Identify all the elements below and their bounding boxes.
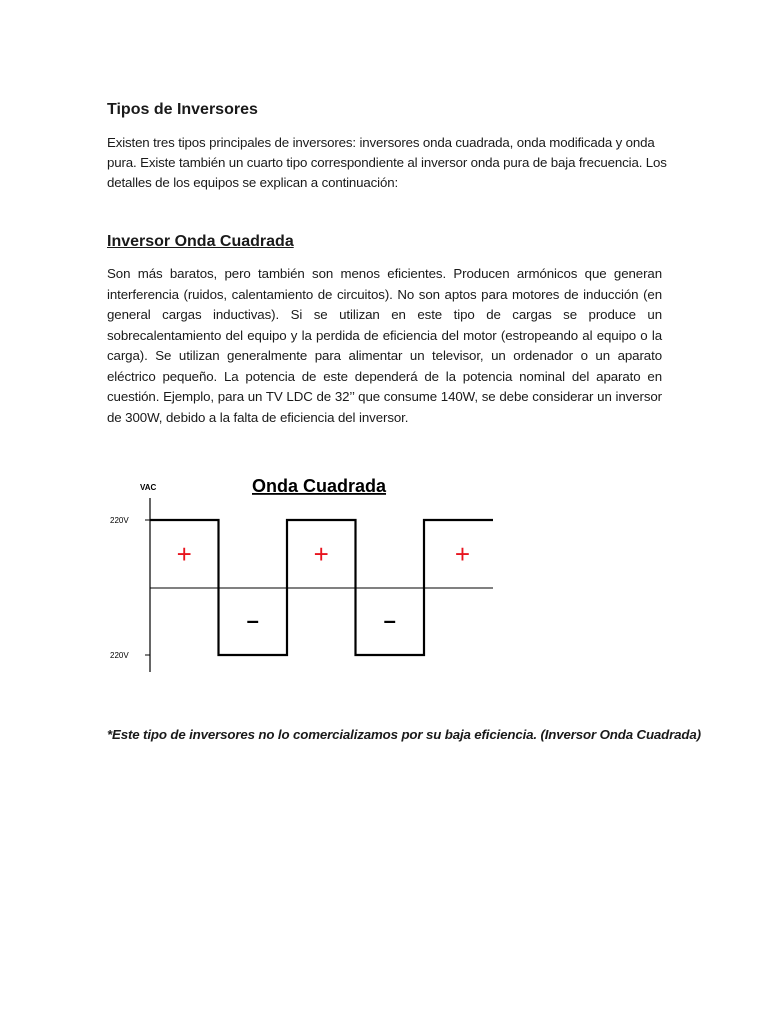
top-tick-label: 220V (110, 516, 129, 525)
body-paragraph: Son más baratos, pero también son menos eficientes. Producen armónicos que generan interferencia (ruidos, calentamiento de circuitos). No son aptos para motores de inducción (en general cargas inductivas). Si se utilizan en este tipo de cargas se produce un sobrecalentamiento del equipo y la perdida de eficiencia del motor (estropeando al equipo o la carga). Se utilizan generalmente para alimentar un televisor, un ordenador o un aparato eléctrico pequeño. La potencia de este dependerá de la potencia nominal del aparato en cuestión. Ejemplo, para un TV LDC de 32’’ que consume 140W, se debe considerar un inversor de 300W, debido a la falta de eficiencia del inversor. (107, 266, 662, 425)
positive-half-sign: + (176, 539, 192, 569)
positive-half-sign: + (313, 539, 329, 569)
bottom-tick-label: 220V (110, 651, 129, 660)
footnote: *Este tipo de inversores no lo comercializamos por su baja eficiencia. (Inversor Onda Cuadrada) (107, 727, 701, 742)
subsection-heading: Inversor Onda Cuadrada (107, 233, 294, 250)
section-heading: Tipos de Inversores (107, 101, 258, 118)
figure-title: Onda Cuadrada (252, 476, 387, 496)
intro-paragraph: Existen tres tipos principales de inversores: inversores onda cuadrada, onda modificada y onda pura. Existe también un cuarto tipo correspondiente al inversor onda pura de baja frecuencia. Los detalles de los equipos se explican a continuación: (107, 135, 667, 190)
positive-half-sign: + (454, 539, 471, 569)
negative-half-sign: – (383, 608, 396, 633)
square-wave-figure (100, 470, 510, 680)
negative-half-sign: – (246, 608, 259, 633)
square-wave-diagram (100, 470, 510, 680)
y-axis-label: VAC (140, 483, 157, 492)
